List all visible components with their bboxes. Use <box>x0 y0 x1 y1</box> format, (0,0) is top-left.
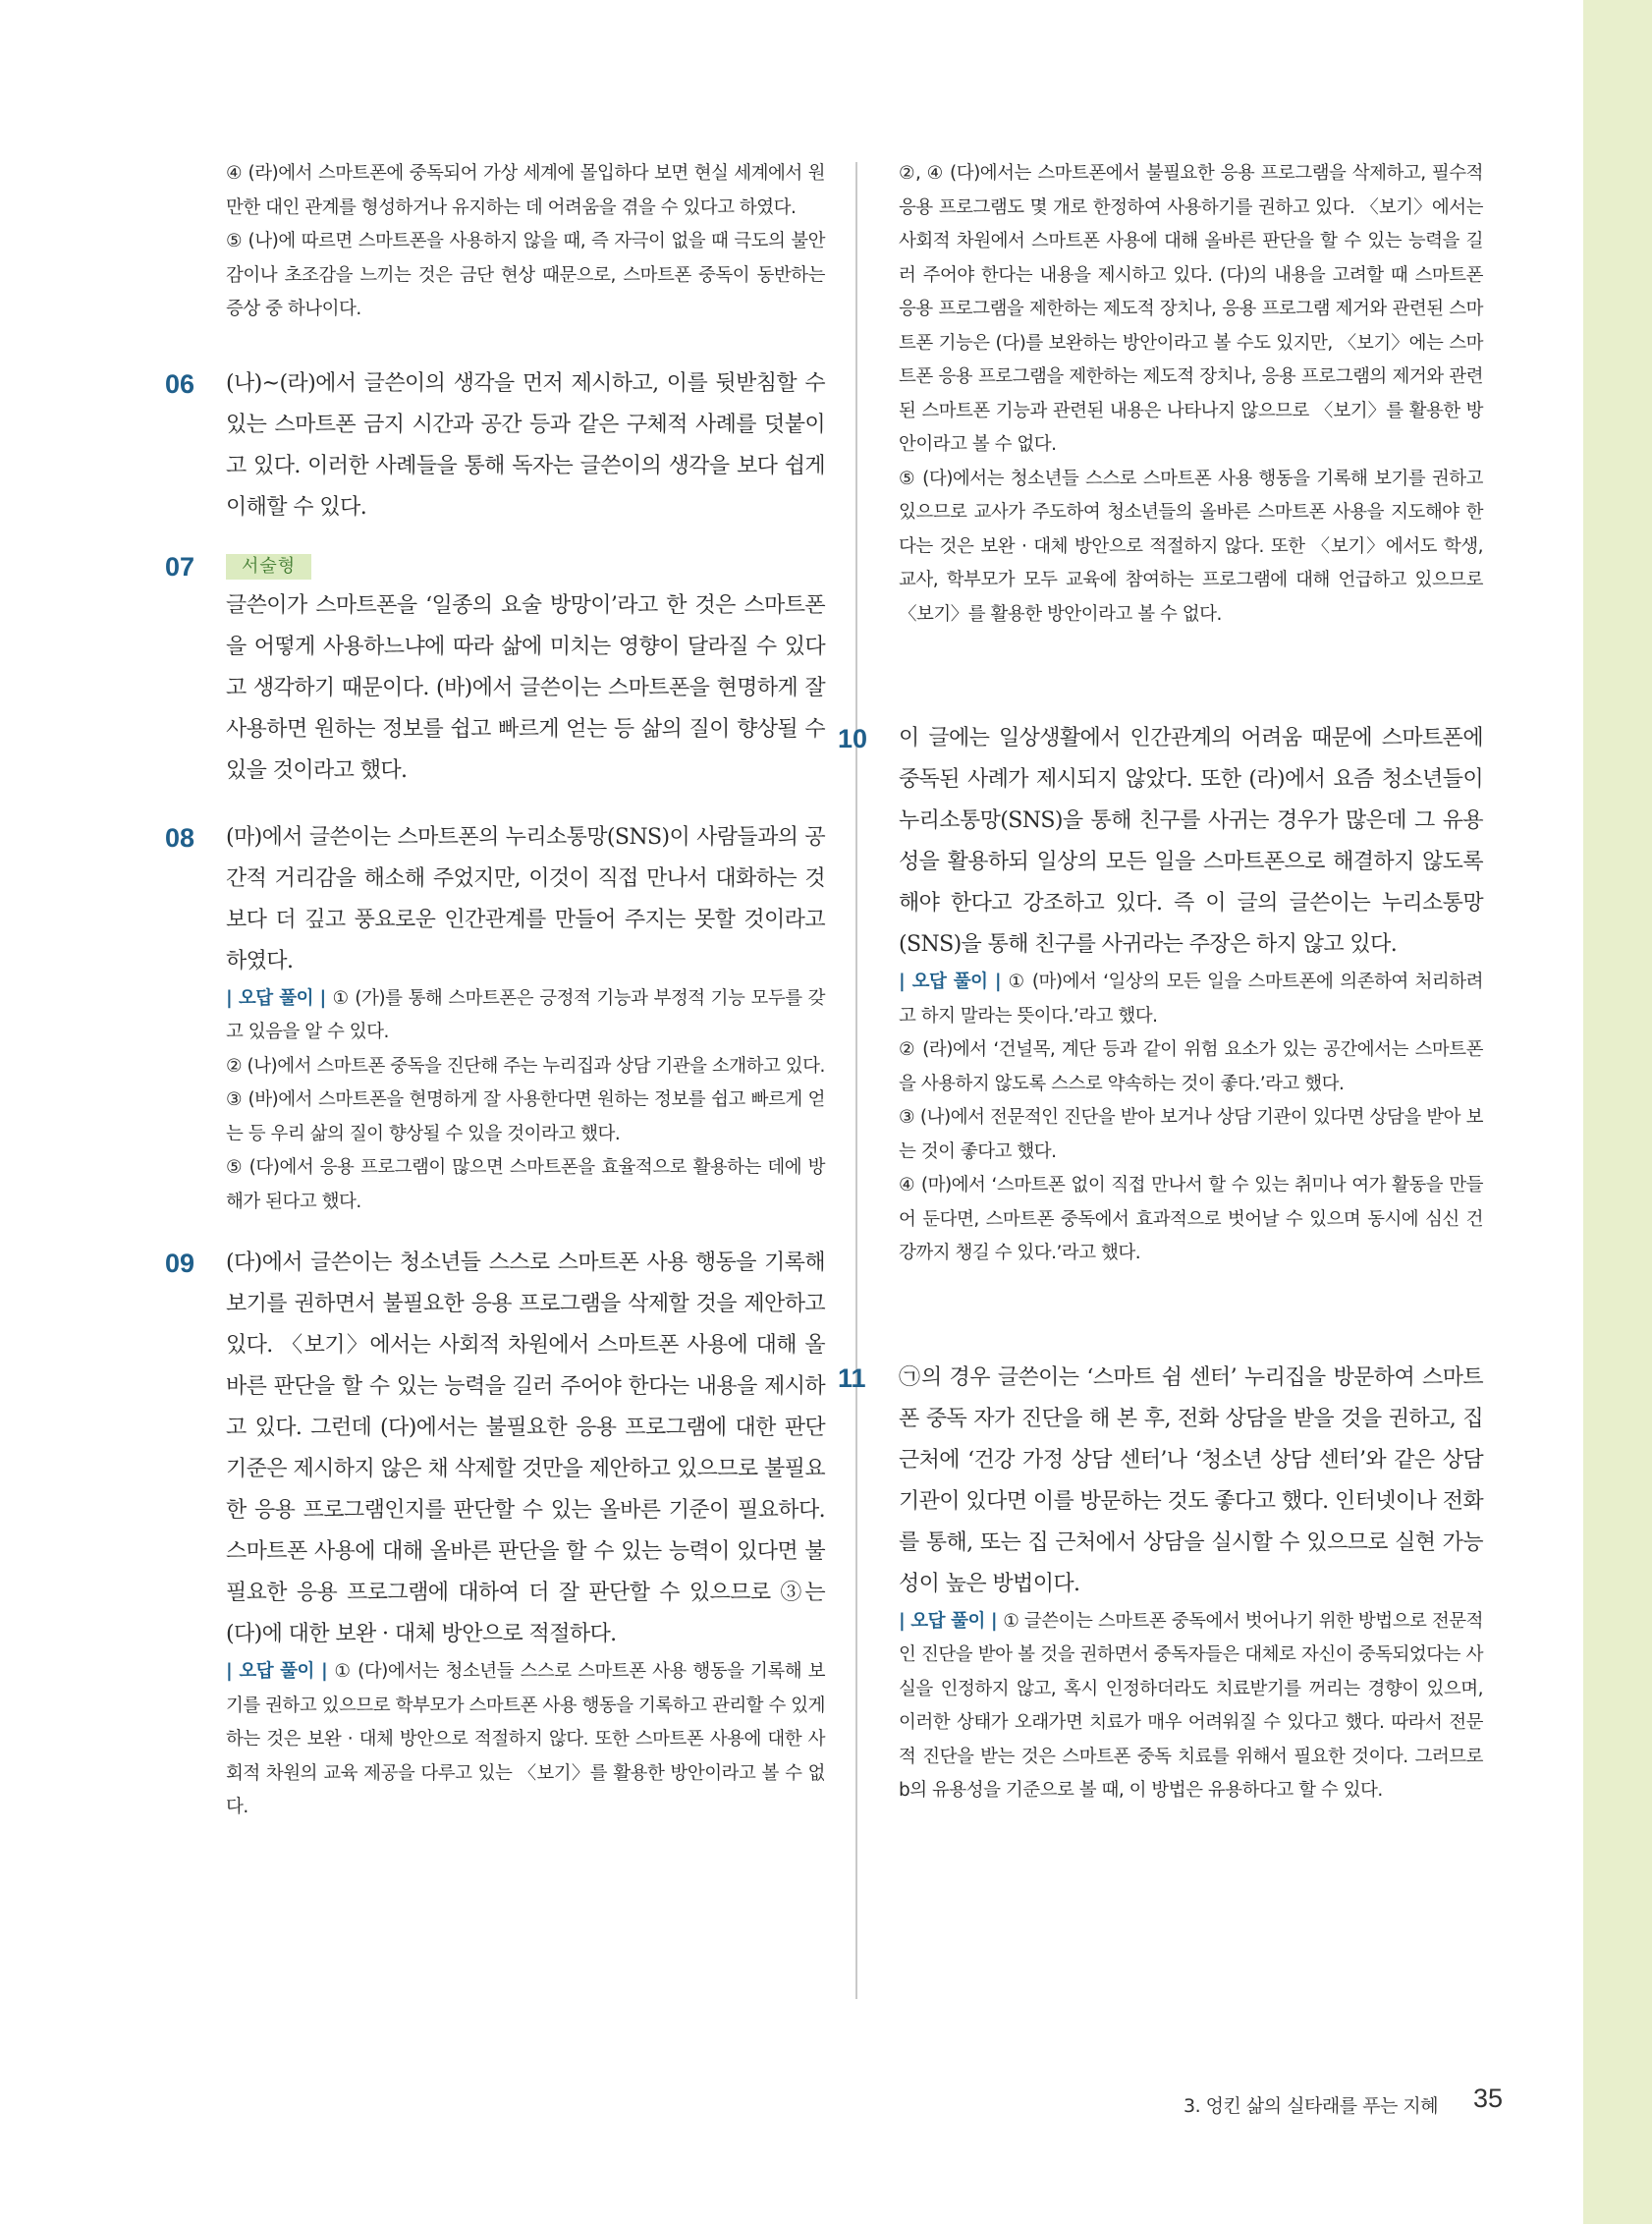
continued-paragraph: ④ (라)에서 스마트폰에 중독되어 가상 세계에 몰입하다 보면 현실 세계에서 원만한 대인 관계를 형성하거나 유지하는 데 어려움을 겪을 수 있다고 하였다. <box>226 163 825 218</box>
wrong-answer-text: ① 글쓴이는 스마트폰 중독에서 벗어나기 위한 방법으로 전문적인 진단을 받아 볼 것을 권하면서 중독자들은 대체로 자신이 중독되었다는 사실을 인정하지 않고, 혹시 인정하더라도 치료받기를 꺼리는 경향이 있으며, 이러한 상태가 오래가면 치료가 매우 어려워질 수 있다고 했다. 따라서 전문적 진단을 받는 것은 스마트폰 중독 치료를 위해서 필요한 것이다. 그러므로 b의 유용성을 기준으로 볼 때, 이 방법은 유용하다고 할 수 있다. <box>899 1610 1483 1801</box>
continued-paragraph: ②, ④ (다)에서는 스마트폰에서 불필요한 응용 프로그램을 삭제하고, 필수적 응용 프로그램도 몇 개로 한정하여 사용하기를 권하고 있다. 〈보기〉에서는 사회적 차원에서 스마트폰 사용에 대해 올바른 판단을 할 수 있는 능력을 길러 주어야 한다는 내용을 제시하고 있다. (다)의 내용을 고려할 때 스마트폰 응용 프로그램을 제한하는 제도적 장치나, 응용 프로그램 제거와 관련된 스마트폰 기능은 (다)를 보완하는 방안이라고 볼 수도 있지만, 〈보기〉에는 스마트폰 응용 프로그램을 제한하는 제도적 장치나, 응용 프로그램의 제거와 관련된 스마트폰 기능과 관련된 내용은 나타나지 않으므로 〈보기〉를 활용한 방안이라고 볼 수 없다. <box>899 163 1483 455</box>
question-number: 09 <box>165 1249 195 1278</box>
answer-text: (다)에서 글쓴이는 청소년들 스스로 스마트폰 사용 행동을 기록해 보기를 권하면서 불필요한 응용 프로그램을 삭제할 것을 제안하고 있다. 〈보기〉에서는 사회적 차원에서 스마트폰 사용에 대해 올바른 판단을 할 수 있는 능력을 길러 주어야 한다는 내용을 제시하고 있다. 그런데 (다)에서는 불필요한 응용 프로그램에 대한 판단 기준은 제시하지 않은 채 삭제할 것만을 제안하고 있으므로 불필요한 응용 프로그램인지를 판단할 수 있는 올바른 기준이 필요하다. 스마트폰 사용에 대해 올바른 판단을 할 수 있는 능력이 있다면 불필요한 응용 프로그램에 대하여 더 잘 판단할 수 있으므로 ③는 (다)에 대한 보완 · 대체 방안으로 적절하다. <box>226 1251 825 1646</box>
wrong-answer-explanation: ③ (나)에서 전문적인 진단을 받아 보거나 상담 기관이 있다면 상담을 받아 보는 것이 좋다고 했다. <box>899 1107 1483 1162</box>
question-10 <box>838 718 1483 1271</box>
right-column <box>838 157 1483 1808</box>
continued-paragraph: ⑤ (나)에 따르면 스마트폰을 사용하지 않을 때, 즉 자극이 없을 때 극도의 불안감이나 초조감을 느끼는 것은 금단 현상 때문으로, 스마트폰 중독이 동반하는 증상 중 하나이다. <box>226 231 825 319</box>
wrong-answer-explanation <box>899 1605 1483 1808</box>
question-number: 07 <box>165 551 195 582</box>
continued-paragraph: ⑤ (다)에서는 청소년들 스스로 스마트폰 사용 행동을 기록해 보기를 권하고 있으므로 교사가 주도하여 청소년들의 올바른 스마트폰 사용을 지도해야 한다는 것은 보완 · 대체 방안으로 적절하지 않다. 또한 〈보기〉에서도 학생, 교사, 학부모가 모두 교육에 참여하는 프로그램에 대해 언급하고 있으므로 〈보기〉를 활용한 방안이라고 볼 수 없다. <box>899 468 1483 625</box>
wrong-answer-explanation <box>899 966 1483 1033</box>
question-08 <box>165 817 825 1220</box>
wrong-answer-label: | 오답 풀이 | <box>899 972 1002 992</box>
side-color-band <box>1583 0 1652 2224</box>
wrong-answer-explanation: ⑤ (다)에서 응용 프로그램이 많으면 스마트폰을 효율적으로 활용하는 데에 방해가 된다고 했다. <box>226 1157 825 1212</box>
wrong-answer-label: | 오답 풀이 | <box>226 1661 328 1682</box>
answer-text: 이 글에는 일상생활에서 인간관계의 어려움 때문에 스마트폰에 중독된 사례가 제시되지 않았다. 또한 (라)에서 요즘 청소년들이 누리소통망(SNS)을 통해 친구를 사귀는 경우가 많은데 그 유용성을 활용하되 일상의 모든 일을 스마트폰으로 해결하지 않도록 해야 한다고 강조하고 있다. 즉 이 글의 글쓴이는 누리소통망(SNS)을 통해 친구를 사귀라는 주장은 하지 않고 있다. <box>899 726 1483 957</box>
wrong-answer-explanation: ④ (마)에서 ‘스마트폰 없이 직접 만나서 할 수 있는 취미나 여가 활동을 만들어 둔다면, 스마트폰 중독에서 효과적으로 벗어날 수 있으며 동시에 심신 건강까지 챙길 수 있다.’라고 했다. <box>899 1175 1483 1263</box>
answer-text: (나)~(라)에서 글쓴이의 생각을 먼저 제시하고, 이를 뒷받침할 수 있는 스마트폰 금지 시간과 공간 등과 같은 구체적 사례를 덧붙이고 있다. 이러한 사례들을 통해 독자는 글쓴이의 생각을 보다 쉽게 이해할 수 있다. <box>226 370 825 520</box>
wrong-answer-text: ① (가)를 통해 스마트폰은 긍정적 기능과 부정적 기능 모두를 갖고 있음을 알 수 있다. <box>226 987 825 1042</box>
question-type-tag: 서술형 <box>226 554 311 580</box>
question-number: 06 <box>165 368 195 399</box>
question-number: 10 <box>838 724 868 753</box>
question-09 <box>165 1243 825 1825</box>
question-number: 11 <box>838 1362 866 1393</box>
wrong-answer-explanation: ③ (바)에서 스마트폰을 현명하게 잘 사용한다면 원하는 정보를 쉽고 빠르게 얻는 등 우리 삶의 질이 향상될 수 있을 것이라고 했다. <box>226 1089 825 1144</box>
wrong-answer-explanation: ② (나)에서 스마트폰 중독을 진단해 주는 누리집과 상담 기관을 소개하고 있다. <box>226 1055 825 1077</box>
answer-text: ㉠의 경우 글쓴이는 ‘스마트 쉼 센터’ 누리집을 방문하여 스마트폰 중독 자가 진단을 해 본 후, 전화 상담을 받을 것을 권하고, 집 근처에 ‘건강 가정 상담 센터’나 ‘청소년 상담 센터’와 같은 상담 기관이 있다면 이를 방문하는 것도 좋다고 했다. 인터넷이나 전화를 통해, 또는 집 근처에서 상담을 실시할 수 있으므로 실현 가능성이 높은 방법이다. <box>899 1364 1483 1596</box>
answer-text: (마)에서 글쓴이는 스마트폰의 누리소통망(SNS)이 사람들과의 공간적 거리감을 해소해 주었지만, 이것이 직접 만나서 대화하는 것보다 더 깊고 풍요로운 인간관계를 만들어 주지는 못할 것이라고 하였다. <box>226 824 825 973</box>
wrong-answer-text: ① (마)에서 ‘일상의 모든 일을 스마트폰에 의존하여 처리하려고 하지 말라는 뜻이다.’라고 했다. <box>899 972 1483 1027</box>
chapter-title: 3. 엉킨 삶의 실타래를 푸는 지혜 <box>1184 2095 1439 2117</box>
question-07 <box>165 546 825 792</box>
left-column <box>165 157 825 1825</box>
answer-text: 글쓴이가 스마트폰을 ‘일종의 요술 방망이’라고 한 것은 스마트폰을 어떻게 사용하느냐에 따라 삶에 미치는 영향이 달라질 수 있다고 생각하기 때문이다. (바)에서 글쓴이는 스마트폰을 현명하게 잘 사용하면 원하는 정보를 쉽고 빠르게 얻는 등 삶의 질이 향상될 수 있을 것이라고 했다. <box>226 592 825 783</box>
question-06 <box>165 363 825 528</box>
wrong-answer-label: | 오답 풀이 | <box>226 987 326 1009</box>
column-divider <box>855 162 857 1999</box>
wrong-answer-explanation <box>226 1655 825 1825</box>
wrong-answer-explanation <box>226 982 825 1050</box>
question-11 <box>838 1358 1483 1808</box>
page-number: 35 <box>1473 2084 1504 2113</box>
wrong-answer-label: | 오답 풀이 | <box>899 1610 998 1632</box>
wrong-answer-explanation: ② (라)에서 ‘건널목, 계단 등과 같이 위험 요소가 있는 공간에서는 스마트폰을 사용하지 않도록 스스로 약속하는 것이 좋다.’라고 했다. <box>899 1039 1483 1094</box>
wrong-answer-text: ① (다)에서는 청소년들 스스로 스마트폰 사용 행동을 기록해 보기를 권하고 있으므로 학부모가 스마트폰 사용 행동을 기록하고 관리할 수 있게 하는 것은 보완 · 대체 방안으로 적절하지 않다. 또한 스마트폰 사용에 대한 사회적 차원의 교육 제공을 다루고 있는 〈보기〉를 활용한 방안이라고 볼 수 없다. <box>226 1661 825 1817</box>
question-number: 08 <box>165 822 195 853</box>
